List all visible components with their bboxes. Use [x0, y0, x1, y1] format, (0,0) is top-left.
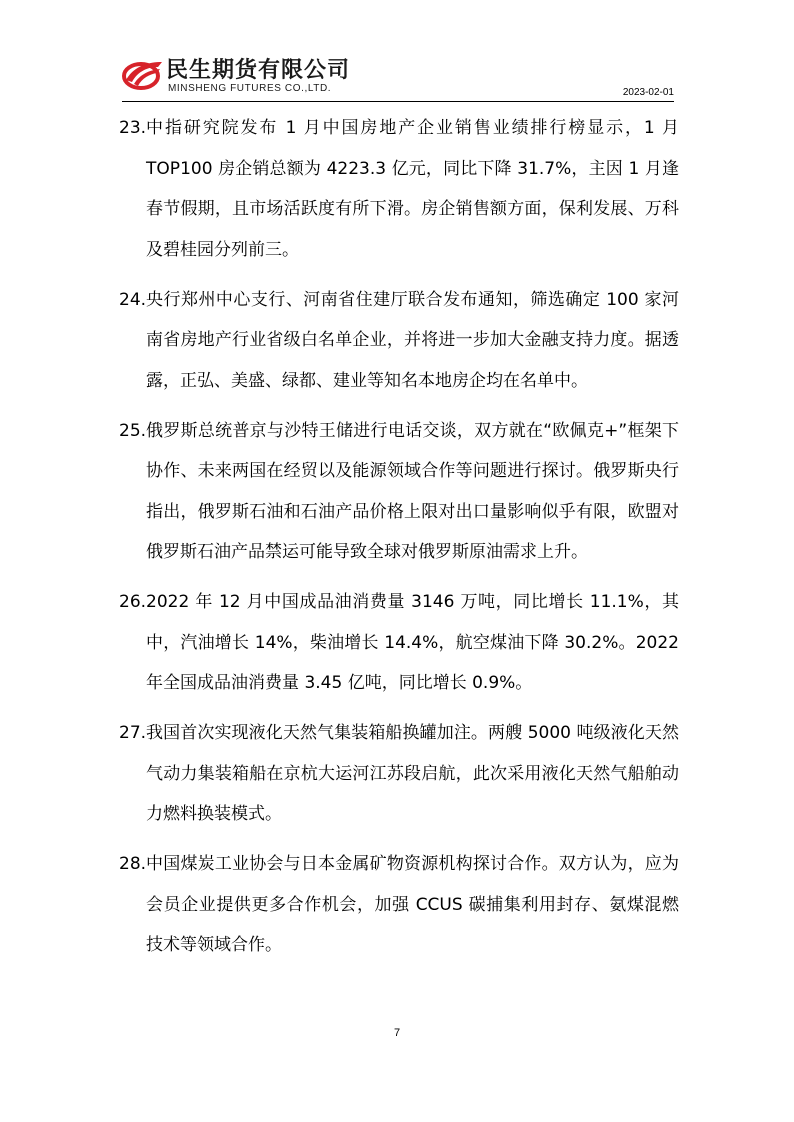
news-item — [119, 582, 679, 704]
news-item — [119, 108, 679, 270]
news-item-text: 中指研究院发布 1 月中国房地产企业销售业绩排行榜显示，1 月 TOP100 房企销总额为 4223.3 亿元，同比下降 31.7%，主因 1 月逢春节假期，且市场活跃度有所下滑。房企销售额方面，保利发展、万科及碧桂园分列前三。 — [146, 118, 679, 260]
news-item-text: 中国煤炭工业协会与日本金属矿物资源机构探讨合作。双方认为，应为会员企业提供更多合作机会，加强 CCUS 碳捕集利用封存、氨煤混燃技术等领域合作。 — [146, 854, 679, 955]
news-list — [119, 108, 679, 975]
minsheng-logo-icon — [122, 56, 164, 92]
news-item — [119, 844, 679, 966]
news-item-number: 23. — [119, 118, 147, 138]
news-item — [119, 411, 679, 573]
news-item-text: 央行郑州中心支行、河南省住建厅联合发布通知，筛选确定 100 家河南省房地产行业省级白名单企业，并将进一步加大金融支持力度。据透露，正弘、美盛、绿都、建业等知名本地房企均在名单中。 — [146, 289, 679, 391]
header-divider — [122, 101, 674, 102]
page-number: 7 — [393, 1027, 401, 1039]
news-item-text: 俄罗斯总统普京与沙特王储进行电话交谈，双方就在“欧佩克+”框架下协作、未来两国在经贸以及能源领域合作等问题进行探讨。俄罗斯央行指出，俄罗斯石油和石油产品价格上限对出口量影响似乎有限，欧盟对俄罗斯石油产品禁运可能导致全球对俄罗斯原油需求上升。 — [146, 420, 679, 562]
news-item-number: 26. — [119, 592, 147, 612]
news-item-text: 我国首次实现液化天然气集装箱船换罐加注。两艘 5000 吨级液化天然气动力集装箱船在京杭大运河江苏段启航，此次采用液化天然气船舶动力燃料换装模式。 — [146, 723, 679, 824]
news-item-text: 2022 年 12 月中国成品油消费量 3146 万吨，同比增长 11.1%，其中，汽油增长 14%，柴油增长 14.4%，航空煤油下降 30.2%。2022 年全国成品油消费量 3.45 亿吨，同比增长 0.9%。 — [146, 592, 679, 693]
brand-name-en: MINSHENG FUTURES CO.,LTD. — [168, 83, 332, 94]
news-item-number: 25. — [119, 420, 147, 441]
news-item — [119, 280, 679, 402]
news-item-number: 27. — [119, 723, 147, 743]
news-item-number: 28. — [119, 854, 147, 874]
report-date: 2023-02-01 — [622, 87, 674, 98]
page-header — [122, 52, 674, 102]
news-item-number: 24. — [119, 289, 147, 310]
brand-name-cn: 民生期货有限公司 — [166, 58, 351, 83]
news-item — [119, 713, 679, 835]
